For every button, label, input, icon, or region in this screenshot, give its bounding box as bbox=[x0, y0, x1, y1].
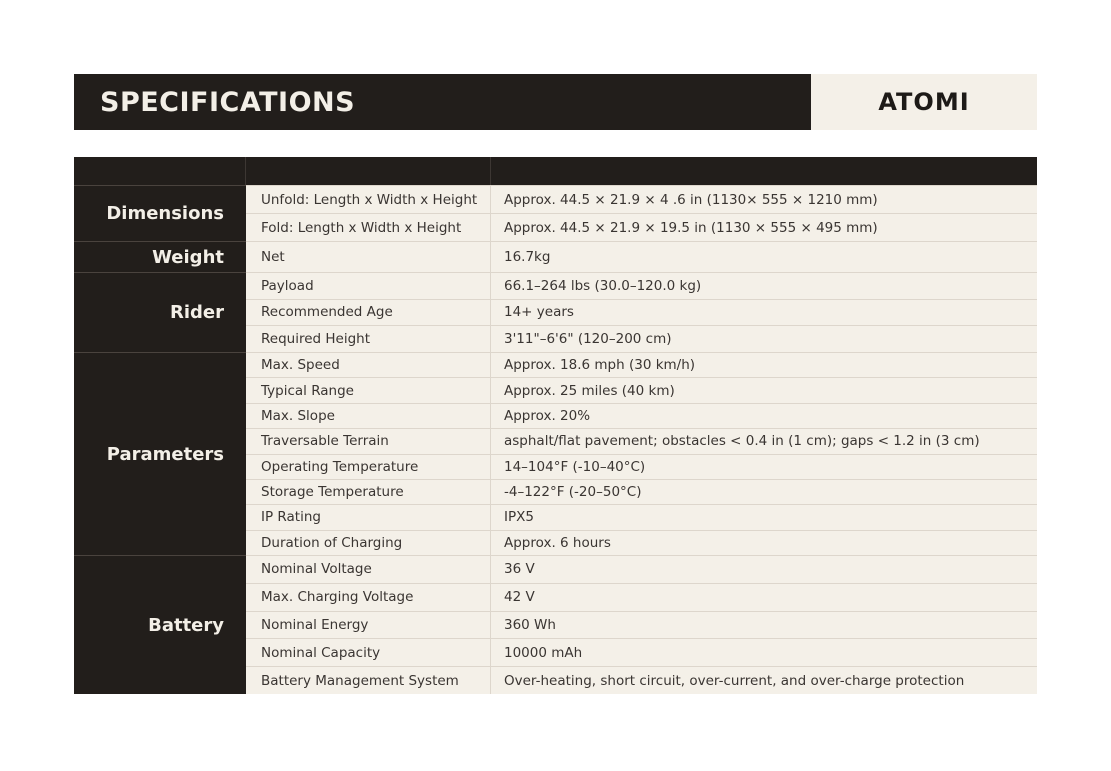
group-label: Parameters bbox=[74, 352, 246, 555]
table-row bbox=[246, 185, 1037, 213]
spec-key: Storage Temperature bbox=[246, 480, 491, 504]
group-label: Weight bbox=[74, 241, 246, 272]
spec-key: Fold: Length x Width x Height bbox=[246, 214, 491, 241]
table-header-row bbox=[74, 157, 1037, 185]
table-row bbox=[246, 530, 1037, 555]
table-row bbox=[246, 555, 1037, 583]
table-row bbox=[246, 299, 1037, 326]
table-row bbox=[246, 241, 1037, 272]
logo-panel bbox=[811, 74, 1037, 130]
table-body bbox=[74, 185, 1037, 694]
header-cell-item bbox=[246, 157, 491, 185]
table-row bbox=[246, 403, 1037, 428]
table-row bbox=[246, 325, 1037, 352]
table-row bbox=[246, 638, 1037, 666]
spec-value: 14–104°F (-10–40°C) bbox=[504, 458, 646, 475]
table-row bbox=[246, 611, 1037, 639]
spec-value: Approx. 18.6 mph (30 km/h) bbox=[504, 357, 696, 374]
spec-header bbox=[74, 74, 1037, 130]
table-row bbox=[246, 504, 1037, 529]
spec-key: Max. Charging Voltage bbox=[246, 584, 491, 611]
spec-value: Approx. 25 miles (40 km) bbox=[504, 382, 675, 399]
table-row bbox=[246, 479, 1037, 504]
header-cell-value bbox=[491, 157, 1037, 185]
brand-logo: ATOMI bbox=[878, 88, 970, 116]
spec-key: Battery Management System bbox=[246, 667, 491, 694]
spec-value: 14+ years bbox=[504, 304, 574, 321]
spec-key: Unfold: Length x Width x Height bbox=[246, 186, 491, 213]
spec-group bbox=[74, 241, 1037, 272]
spec-value: Approx. 44.5 × 21.9 × 19.5 in (1130 × 555 × 495 mm) bbox=[504, 219, 878, 236]
spec-value: 16.7kg bbox=[504, 249, 551, 265]
table-row bbox=[246, 213, 1037, 241]
spec-group bbox=[74, 185, 1037, 241]
group-label: Rider bbox=[74, 272, 246, 352]
spec-key: Nominal Energy bbox=[246, 612, 491, 639]
spec-group bbox=[74, 555, 1037, 694]
group-label: Battery bbox=[74, 555, 246, 694]
spec-value: -4–122°F (-20–50°C) bbox=[504, 484, 642, 501]
spec-key: Typical Range bbox=[246, 378, 491, 402]
group-rows bbox=[246, 555, 1037, 694]
spec-value: 360 Wh bbox=[504, 616, 556, 633]
group-rows bbox=[246, 241, 1037, 272]
spec-key: Nominal Capacity bbox=[246, 639, 491, 666]
group-rows bbox=[246, 185, 1037, 241]
table-row bbox=[246, 272, 1037, 299]
table-row bbox=[246, 377, 1037, 402]
spec-group bbox=[74, 352, 1037, 555]
spec-key: Required Height bbox=[246, 326, 491, 352]
spec-key: Duration of Charging bbox=[246, 531, 491, 555]
group-label: Dimensions bbox=[74, 185, 246, 241]
spec-value: Approx. 6 hours bbox=[504, 534, 611, 551]
spec-table bbox=[74, 157, 1037, 694]
group-rows bbox=[246, 272, 1037, 352]
spec-value: Approx. 20% bbox=[504, 407, 591, 424]
group-rows bbox=[246, 352, 1037, 555]
table-row bbox=[246, 666, 1037, 694]
spec-value: asphalt/flat pavement; obstacles < 0.4 in (1 cm); gaps < 1.2 in (3 cm) bbox=[504, 433, 980, 450]
table-row bbox=[246, 454, 1037, 479]
spec-value: IPX5 bbox=[504, 509, 534, 526]
spec-key: Nominal Voltage bbox=[246, 556, 491, 583]
spec-key: IP Rating bbox=[246, 505, 491, 529]
page-title: SPECIFICATIONS bbox=[100, 86, 356, 118]
table-row bbox=[246, 583, 1037, 611]
spec-key: Payload bbox=[246, 273, 491, 299]
header-cell-category bbox=[74, 157, 246, 185]
spec-group bbox=[74, 272, 1037, 352]
spec-key: Operating Temperature bbox=[246, 455, 491, 479]
spec-value: 3'11"–6'6" (120–200 cm) bbox=[504, 331, 672, 348]
spec-key: Max. Slope bbox=[246, 404, 491, 428]
title-bar bbox=[74, 74, 811, 130]
spec-key: Net bbox=[246, 242, 491, 272]
spec-key: Max. Speed bbox=[246, 353, 491, 377]
table-row bbox=[246, 428, 1037, 453]
spec-value: Over-heating, short circuit, over-current, and over-charge protection bbox=[504, 672, 965, 689]
spec-value: 36 V bbox=[504, 561, 535, 578]
spec-key: Recommended Age bbox=[246, 300, 491, 326]
spec-value: 42 V bbox=[504, 589, 535, 606]
spec-value: 10000 mAh bbox=[504, 644, 583, 661]
table-row bbox=[246, 352, 1037, 377]
spec-value: Approx. 44.5 × 21.9 × 4 .6 in (1130× 555 × 1210 mm) bbox=[504, 191, 878, 208]
spec-value: 66.1–264 lbs (30.0–120.0 kg) bbox=[504, 277, 702, 294]
spec-key: Traversable Terrain bbox=[246, 429, 491, 453]
